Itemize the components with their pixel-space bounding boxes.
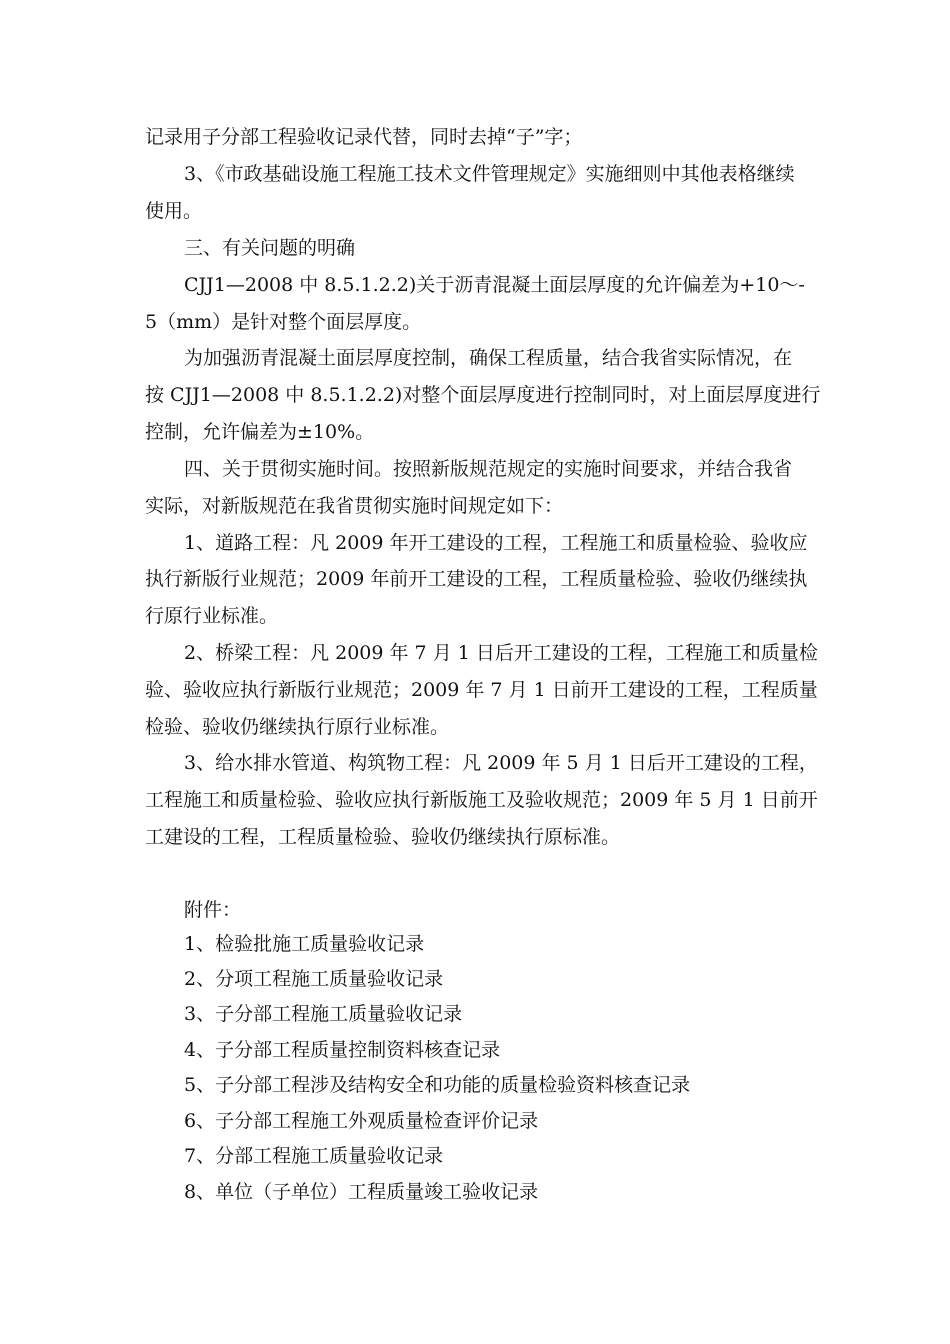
attachment-item: 2、分项工程施工质量验收记录 bbox=[184, 968, 444, 990]
paragraph-line: 控制，允许偏差为±10%。 bbox=[145, 421, 375, 443]
attachment-item: 4、子分部工程质量控制资料核查记录 bbox=[184, 1039, 501, 1061]
attachment-item: 8、单位（子单位）工程质量竣工验收记录 bbox=[184, 1181, 539, 1203]
paragraph-line: 为加强沥青混凝土面层厚度控制，确保工程质量，结合我省实际情况，在 bbox=[184, 347, 793, 369]
paragraph-line: 1、道路工程：凡 2009 年开工建设的工程，工程施工和质量检验、验收应 bbox=[184, 532, 808, 554]
attachment-item: 1、检验批施工质量验收记录 bbox=[184, 933, 425, 955]
paragraph-line: 执行新版行业规范；2009 年前开工建设的工程，工程质量检验、验收仍继续执 bbox=[145, 568, 808, 590]
paragraph-line: 检验、验收仍继续执行原行业标准。 bbox=[145, 716, 450, 738]
paragraph-line: 验、验收应执行新版行业规范；2009 年 7 月 1 日前开工建设的工程，工程质量 bbox=[145, 679, 818, 701]
paragraph-line: 3、给水排水管道、构筑物工程：凡 2009 年 5 月 1 日后开工建设的工程， bbox=[184, 752, 818, 774]
paragraph-line: 3、《市政基础设施工程施工技术文件管理规定》实施细则中其他表格继续 bbox=[184, 163, 795, 185]
attachment-item: 7、分部工程施工质量验收记录 bbox=[184, 1145, 444, 1167]
paragraph-line: 行原行业标准。 bbox=[145, 605, 279, 627]
paragraph-line: CJJ1—2008 中 8.5.1.2.2)关于沥青混凝土面层厚度的允许偏差为+10～- bbox=[184, 274, 805, 296]
paragraph-line: 使用。 bbox=[145, 200, 203, 222]
paragraph-line: 2、桥梁工程：凡 2009 年 7 月 1 日后开工建设的工程，工程施工和质量检 bbox=[184, 642, 818, 664]
paragraph-line: 5（mm）是针对整个面层厚度。 bbox=[145, 311, 422, 333]
section-heading: 三、有关问题的明确 bbox=[184, 237, 356, 259]
attachment-item: 5、子分部工程涉及结构安全和功能的质量检验资料核查记录 bbox=[184, 1074, 691, 1096]
paragraph-line: 四、关于贯彻实施时间。按照新版规范规定的实施时间要求，并结合我省 bbox=[184, 458, 793, 480]
attachments-heading: 附件： bbox=[184, 899, 242, 921]
paragraph-line: 按 CJJ1—2008 中 8.5.1.2.2)对整个面层厚度进行控制同时，对上面层厚度进行 bbox=[145, 384, 821, 406]
attachment-item: 3、子分部工程施工质量验收记录 bbox=[184, 1003, 463, 1025]
paragraph-line: 实际，对新版规范在我省贯彻实施时间规定如下： bbox=[145, 495, 564, 517]
paragraph-line: 工建设的工程，工程质量检验、验收仍继续执行原标准。 bbox=[145, 826, 621, 848]
paragraph-line: 工程施工和质量检验、验收应执行新版施工及验收规范；2009 年 5 月 1 日前开 bbox=[145, 789, 818, 811]
attachment-item: 6、子分部工程施工外观质量检查评价记录 bbox=[184, 1110, 539, 1132]
paragraph-line: 记录用子分部工程验收记录代替，同时去掉“子”字； bbox=[145, 126, 583, 148]
